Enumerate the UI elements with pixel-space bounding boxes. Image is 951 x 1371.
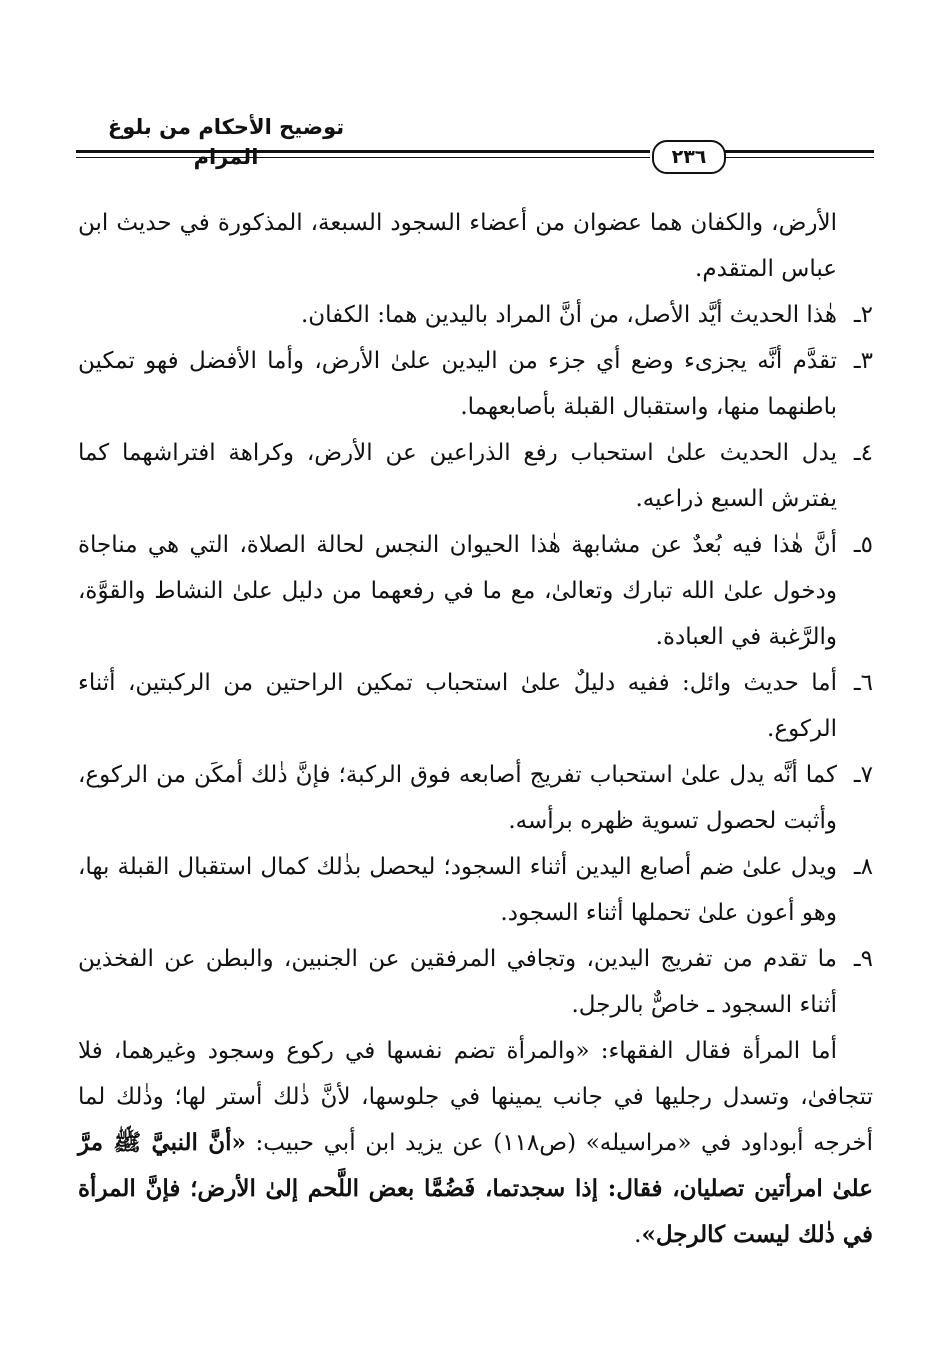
intro-line-1: الأرض، والكفان هما عضوان من أعضاء السجود السبعة، المذكورة في xyxy=(179,210,837,236)
list-item xyxy=(78,844,873,936)
list-item xyxy=(78,338,873,430)
body-text xyxy=(78,200,873,1258)
list-item xyxy=(78,522,873,660)
hadith-quote: «أنَّ النبيَّ ﷺ مرَّ علىٰ امرأتين تصليان، فقال: إذا سجدتما، فَضُمَّا بعض اللَّحم إلىٰ الأرض؛ فإنَّ المرأة في ذٰلك ليست كالرجل» xyxy=(78,1129,873,1248)
list-item-text: أما حديث وائل: ففيه دليلٌ علىٰ استحباب تمكين الراحتين من الركبتين، أثناء الركوع. xyxy=(78,670,837,742)
list-item-number: ٤ـ xyxy=(853,440,873,466)
header-rule-thick-right xyxy=(724,150,874,153)
list-item-text: أنَّ هٰذا فيه بُعدٌ عن مشابهة هٰذا الحيوان النجس لحالة الصلاة، التي هي مناجاة ودخول علىٰ الله تبارك وتعالىٰ، مع ما في رفعهما من دليل علىٰ النشاط والقوَّة، والرَّغبة في العبادة. xyxy=(78,532,837,650)
list-item xyxy=(78,292,873,338)
list-item-text: كما أنَّه يدل علىٰ استحباب تفريج أصابعه فوق الركبة؛ فإنَّ ذٰلك أمكَن من الركوع، وأثبت لحصول تسوية ظهره برأسه. xyxy=(78,762,837,834)
list-item xyxy=(78,752,873,844)
list-item-number: ٦ـ xyxy=(853,670,873,696)
intro-paragraph xyxy=(78,200,873,292)
page-number: ٢٣٦ xyxy=(652,140,726,174)
list-item xyxy=(78,936,873,1028)
list-item-text: ويدل علىٰ ضم أصابع اليدين أثناء السجود؛ ليحصل بذٰلك كمال استقبال القبلة بها، وهو أعون علىٰ تحملها أثناء السجود. xyxy=(78,854,837,926)
header-rule-thick-left xyxy=(76,150,650,153)
header-rule-thin-left xyxy=(76,157,650,158)
list-item-number: ٩ـ xyxy=(853,946,873,972)
list-item-number: ٨ـ xyxy=(853,854,873,880)
list-item-text: هٰذا الحديث أيَّد الأصل، من أنَّ المراد باليدين هما: الكفان. xyxy=(300,302,837,328)
list-item-number: ٥ـ xyxy=(853,532,873,558)
header-rule-thin-right xyxy=(724,157,874,158)
final-paragraph-end: . xyxy=(634,1222,642,1248)
running-header-title: توضيح الأحكام من بلوغ المرام xyxy=(107,115,345,169)
final-paragraph-text: أما المرأة فقال الفقهاء: «والمرأة تضم نفسها في ركوع وسجود وغيرهما، فلا تتجافىٰ، وتسدل رجليها في جانب يمينها في جلوسها، لأنَّ ذٰلك أستر لها؛ وذٰلك لما أخرجه أبوداود في «مراسيله» (ص١١٨) عن يزيد ابن أبي حبيب: xyxy=(78,1038,873,1156)
list-item-text: يدل الحديث علىٰ استحباب رفع الذراعين عن الأرض، وكراهة افتراشهما كما يفترش السبع ذراعيه. xyxy=(78,440,837,512)
list-item-text: ما تقدم من تفريج اليدين، وتجافي المرفقين عن الجنبين، والبطن عن الفخذين أثناء السجود ـ خاصٌّ بالرجل. xyxy=(78,946,837,1018)
list-item-text: تقدَّم أنَّه يجزىء وضع أي جزء من اليدين علىٰ الأرض، وأما الأفضل فهو تمكين باطنهما منها، واستقبال القبلة بأصابعهما. xyxy=(78,348,837,420)
list-item-number: ٢ـ xyxy=(853,302,873,328)
list-item xyxy=(78,660,873,752)
final-paragraph xyxy=(78,1028,873,1258)
list-item-number: ٧ـ xyxy=(853,762,873,788)
intro-line-2: حديث ابن عباس المتقدم. xyxy=(78,210,837,282)
list-item xyxy=(78,430,873,522)
list-item-number: ٣ـ xyxy=(853,348,873,374)
